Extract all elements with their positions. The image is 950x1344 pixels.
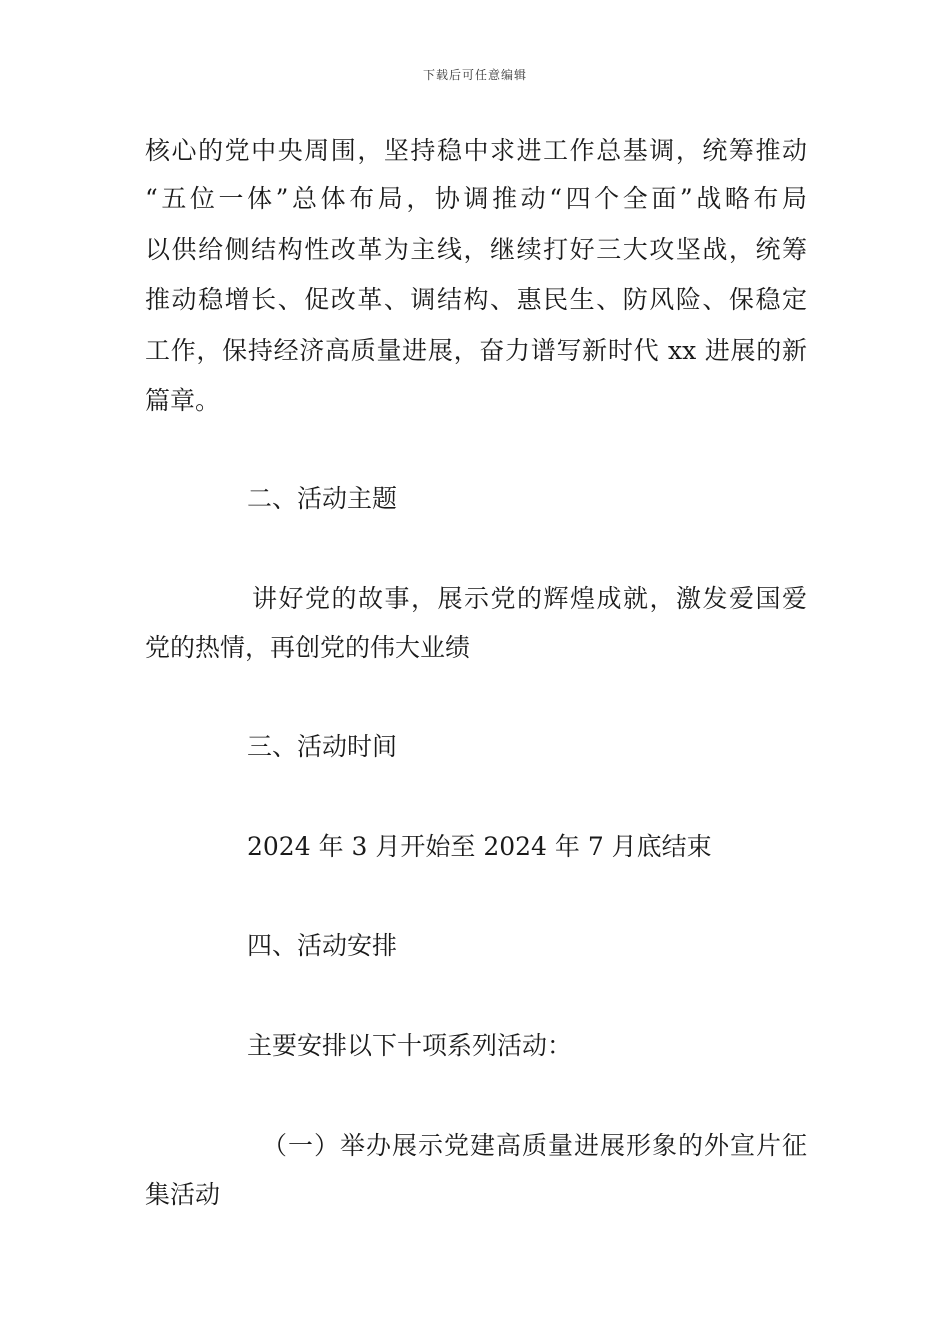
paragraph-line: 主要安排以下十项系列活动：: [247, 1031, 573, 1060]
paragraph-line: 2024 年 3 月开始至 2024 年 7 月底结束: [247, 832, 712, 861]
paragraph-line: 集活动: [145, 1180, 221, 1209]
paragraph-line: “五位一体”总体布局，协调推动“四个全面”战略布局: [145, 184, 807, 213]
list-item-heading: （一）举办展示党建高质量进展形象的外宣片征: [262, 1131, 807, 1160]
section-heading: 二、活动主题: [247, 484, 398, 513]
header-note: 下载后可任意编辑: [422, 68, 527, 82]
section-heading: 三、活动时间: [247, 732, 398, 761]
paragraph-line: 党的热情，再创党的伟大业绩: [145, 633, 471, 662]
paragraph-line: 讲好党的故事，展示党的辉煌成就，激发爱国爱: [252, 584, 807, 613]
paragraph-line: 推动稳增长、促改革、调结构、惠民生、防风险、保稳定: [145, 285, 807, 314]
paragraph-line: 工作，保持经济高质量进展，奋力谱写新时代 xx 进展的新: [145, 336, 807, 365]
paragraph-line: 核心的党中央周围，坚持稳中求进工作总基调，统筹推动: [145, 136, 807, 165]
section-heading: 四、活动安排: [247, 931, 398, 960]
paragraph-line: 以供给侧结构性改革为主线，继续打好三大攻坚战，统筹: [145, 235, 807, 264]
paragraph-line: 篇章。: [145, 386, 221, 415]
